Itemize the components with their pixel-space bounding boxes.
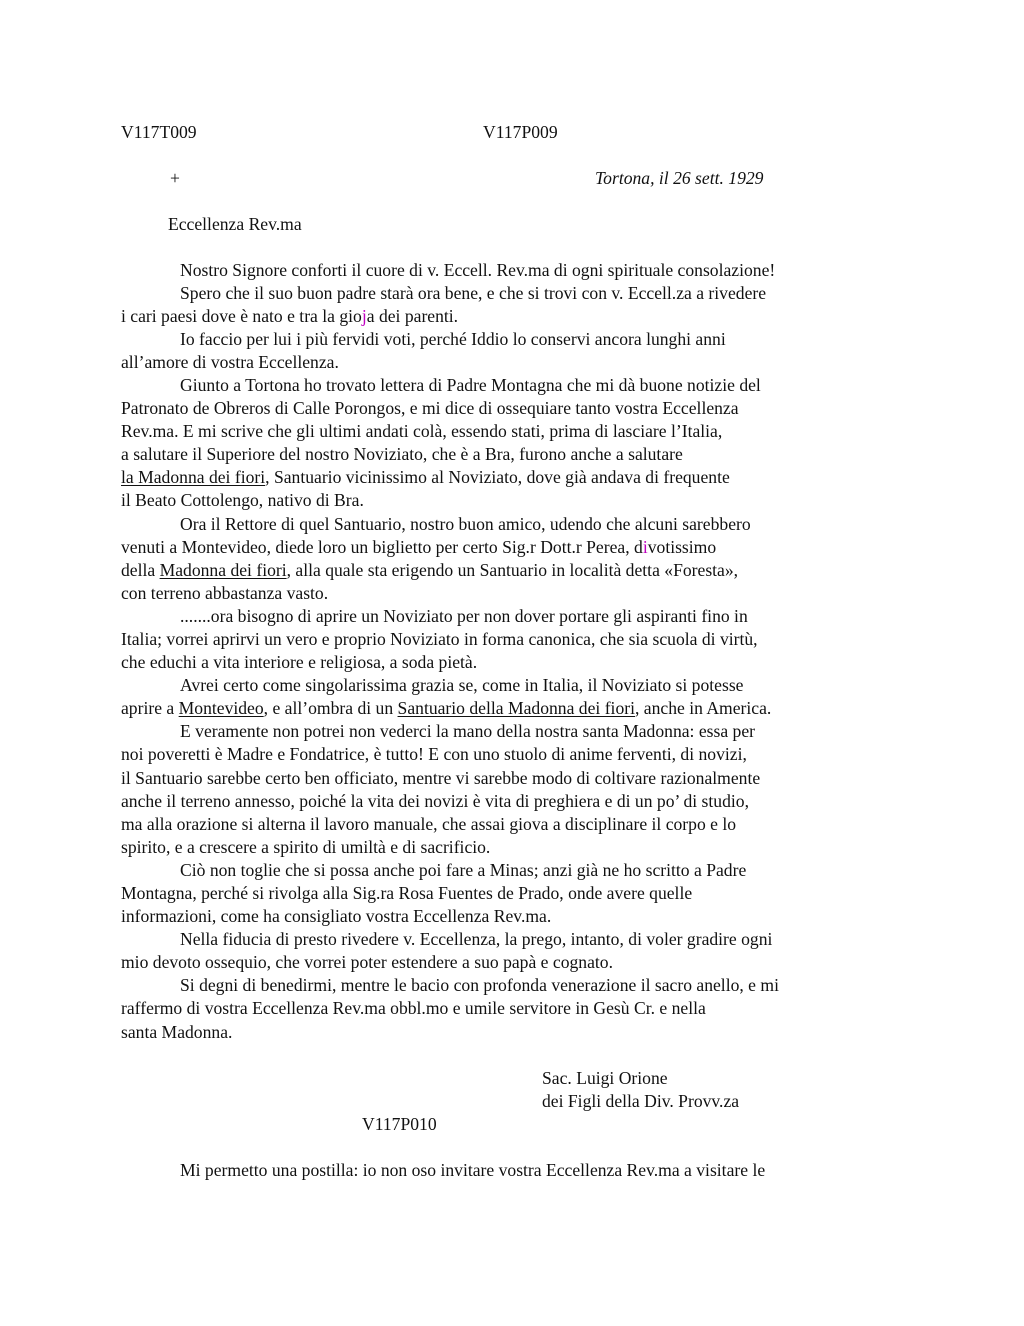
body-line: che educhi a vita interiore e religiosa, a soda pietà. [121, 652, 478, 672]
body-line: E veramente non potrei non vederci la mano della nostra santa Madonna: essa per [180, 721, 756, 741]
body-line: Spero che il suo buon padre starà ora bene, e che si trovi con v. Eccell.za a rivedere [180, 283, 767, 303]
postscript-line: Mi permetto una postilla: io non oso invitare vostra Eccellenza Rev.ma a visitare le [180, 1160, 766, 1180]
text-segment: venuti a Montevideo, diede loro un biglietto per certo Sig.r Dott.r Perea, d [121, 537, 643, 557]
body-line: il Santuario sarebbe certo ben officiato, mentre vi sarebbe modo di coltivare razionalmente [121, 768, 761, 788]
body-line [121, 305, 458, 328]
body-line: informazioni, come ha consigliato vostra Eccellenza Rev.ma. [121, 906, 552, 926]
salutation: Eccellenza Rev.ma [168, 214, 302, 234]
text-segment: , e all’ombra di un [263, 698, 398, 718]
body-line: il Beato Cottolengo, nativo di Bra. [121, 490, 364, 510]
body-line: noi poveretti è Madre e Fondatrice, è tutto! E con uno stuolo di anime ferventi, di novizi, [121, 744, 747, 764]
body-line: Ora il Rettore di quel Santuario, nostro buon amico, udendo che alcuni sarebbero [180, 514, 751, 534]
highlighted-letter: j [361, 306, 367, 326]
cross-symbol: + [170, 168, 180, 188]
body-line: Rev.ma. E mi scrive che gli ultimi andati colà, essendo stati, prima di lasciare l’Italia, [121, 421, 723, 441]
body-line: anche il terreno annesso, poiché la vita dei novizi è vita di preghiera e di un po’ di studio, [121, 791, 749, 811]
text-segment: , alla quale sta erigendo un Santuario in località detta «Foresta», [286, 560, 739, 580]
document-code-right: V117P009 [483, 122, 558, 142]
body-line: a salutare il Superiore del nostro Noviziato, che è a Bra, furono anche a salutare [121, 444, 683, 464]
text-segment: , Santuario vicinissimo al Noviziato, dove già andava di frequente [265, 467, 730, 487]
body-line: Io faccio per lui i più fervidi voti, perché Iddio lo conservi ancora lunghi anni [180, 329, 726, 349]
text-segment: votissimo [647, 537, 717, 557]
body-line: con terreno abbastanza vasto. [121, 583, 329, 603]
body-line: Si degni di benedirmi, mentre le bacio con profonda venerazione il sacro anello, e mi [180, 975, 779, 995]
highlighted-letter: i [642, 537, 648, 557]
body-line: Nella fiducia di presto rivedere v. Eccellenza, la prego, intanto, di voler gradire ogni [180, 929, 773, 949]
body-line: spirito, e a crescere a spirito di umiltà e di sacrificio. [121, 837, 491, 857]
page-code: V117P010 [362, 1114, 437, 1134]
underlined-text: Santuario della Madonna dei fiori [397, 698, 635, 718]
body-line: Nostro Signore conforti il cuore di v. Eccell. Rev.ma di ogni spirituale consolazione! [180, 260, 776, 280]
body-line: Avrei certo come singolarissima grazia se, come in Italia, il Noviziato si potesse [180, 675, 744, 695]
text-segment: aprire a [121, 698, 179, 718]
body-line: Giunto a Tortona ho trovato lettera di Padre Montagna che mi dà buone notizie del [180, 375, 761, 395]
body-line: Italia; vorrei aprirvi un vero e proprio Noviziato in forma canonica, che sia scuola di virtù, [121, 629, 758, 649]
signature-order: dei Figli della Div. Provv.za [542, 1091, 740, 1111]
place-date: Tortona, il 26 sett. 1929 [595, 168, 764, 188]
body-line: Montagna, perché si rivolga alla Sig.ra Rosa Fuentes de Prado, onde avere quelle [121, 883, 693, 903]
underlined-text: Montevideo [178, 698, 264, 718]
body-line: raffermo di vostra Eccellenza Rev.ma obbl.mo e umile servitore in Gesù Cr. e nella [121, 998, 706, 1018]
text-segment: , anche in America. [635, 698, 772, 718]
underlined-text: Madonna dei fiori [159, 560, 287, 580]
body-line: all’amore di vostra Eccellenza. [121, 352, 339, 372]
text-segment: i cari paesi dove è nato e tra la gio [121, 306, 362, 326]
body-line: mio devoto ossequio, che vorrei poter estendere a suo papà e cognato. [121, 952, 613, 972]
body-line: Ciò non toglie che si possa anche poi fare a Minas; anzi già ne ho scritto a Padre [180, 860, 747, 880]
underlined-text: la Madonna dei fiori [121, 467, 266, 487]
text-segment: della [121, 560, 160, 580]
body-line: .......ora bisogno di aprire un Noviziato per non dover portare gli aspiranti fino in [180, 606, 748, 626]
body-line: ma alla orazione si alterna il lavoro manuale, che assai giova a disciplinare il corpo e lo [121, 814, 737, 834]
body-line [121, 536, 716, 559]
document-code-left: V117T009 [121, 122, 197, 142]
body-line [121, 697, 771, 720]
body-line [121, 559, 738, 582]
signature-name: Sac. Luigi Orione [542, 1068, 668, 1088]
body-line: Patronato de Obreros di Calle Porongos, e mi dice di ossequiare tanto vostra Eccellenza [121, 398, 739, 418]
body-line: santa Madonna. [121, 1022, 233, 1042]
body-line [121, 466, 730, 489]
text-segment: a dei parenti. [366, 306, 459, 326]
